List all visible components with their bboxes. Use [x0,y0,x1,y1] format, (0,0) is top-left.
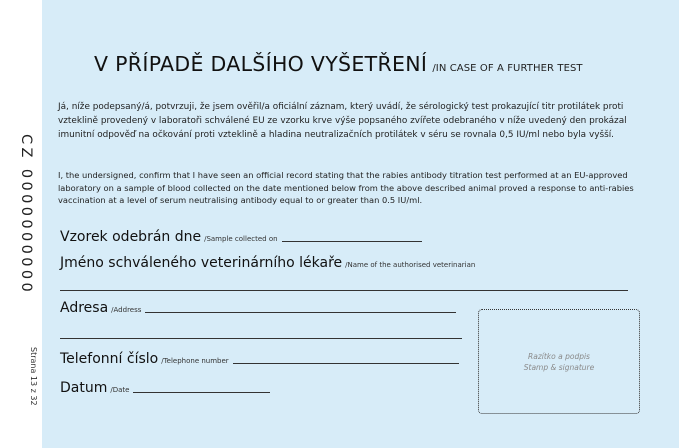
page-title [94,52,583,76]
declaration-czech: Já, níže podepsaný/á, potvrzuji, že jsem ověřil/a oficiální záznam, který uvádí, že sérologický test prokazující titr protilátek proti vzteklině provedený v laboratoři schválené EU ze vzorku krve výše popsaného zvířete odebraného v níže uvedený den prokázal imunitní odpověď na očkování proti vzteklině a hladina neutralizačních protilátek v séru se rovnala 0,5 IU/ml nebo byla vyšší. [58,102,627,140]
address-field[interactable] [60,300,456,316]
phone-sublabel: /Telephone number [161,357,229,365]
stamp-label-english: Stamp & signature [523,362,595,372]
sample-date-sublabel: /Sample collected on [204,235,278,243]
sample-date-field[interactable] [60,229,422,245]
address-line-2[interactable] [60,338,462,339]
sample-date-line[interactable] [282,241,422,242]
title-czech: V PŘÍPADĚ DALŠÍHO VYŠETŘENÍ [94,52,428,76]
date-line[interactable] [133,392,270,393]
serial-number: CZ 0000000000 [18,134,34,296]
stamp-label-czech: Razítko a podpis [528,351,590,361]
phone-field[interactable] [60,351,459,367]
address-sublabel: /Address [111,306,142,314]
address-label: Adresa [60,300,109,316]
vet-name-line[interactable] [60,290,628,291]
vet-name-sublabel: /Name of the authorised veterinarian [345,261,476,269]
declaration-english: I, the undersigned, confirm that I have seen an official record stating that the rabies antibody titration test performed at an EU-approved laboratory on a sample of blood collected on the date mentioned below from the above described animal proved a response to anti-rabies vaccination at a level of serum neutralising antibody equal to or greater than 0.5 IU/ml. [58,170,634,205]
date-field[interactable] [60,380,270,396]
address-line-1[interactable] [145,312,456,313]
vet-name-label: Jméno schváleného veterinárního lékaře [60,255,343,271]
vet-name-field[interactable] [60,255,475,271]
phone-line[interactable] [233,363,459,364]
date-sublabel: /Date [110,386,130,394]
sample-date-label: Vzorek odebrán dne [60,229,202,245]
phone-label: Telefonní číslo [60,351,159,367]
date-label: Datum [60,380,108,396]
stamp-signature-box[interactable] [478,309,640,414]
title-english: /IN CASE OF A FURTHER TEST [432,63,583,74]
page-indicator: Strana 13 z 32 [29,347,38,406]
